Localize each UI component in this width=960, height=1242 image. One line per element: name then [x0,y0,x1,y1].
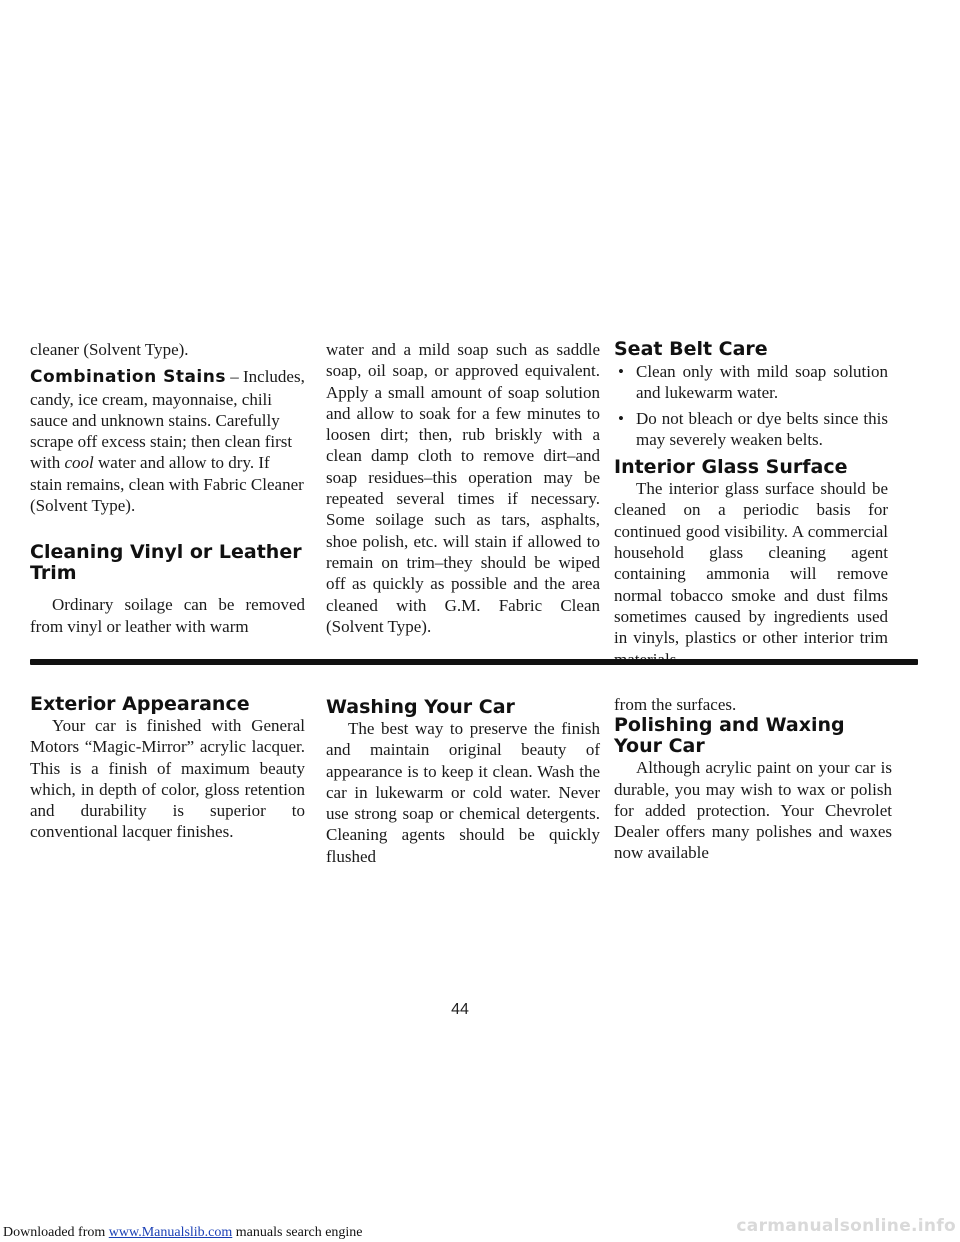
vinyl-leather-paragraph: Ordinary soilage can be removed from vinyl or leather with warm [30,595,305,636]
manualslib-link[interactable]: www.Manualslib.com [108,1225,233,1240]
top-column-1: cleaner (Solvent Type). Combination Stains – Includes, candy, ice cream, mayonnaise, chili sauce and unknown stains. Carefully scrape off excess stain; then clean first with cool water and allow to dry. If stain remains, clean with Fabric Cleaner (Solvent Type). Cleaning Vinyl or Leather Trim Ordinary soilage can be removed from vinyl or leather with warm [30,340,305,636]
washing-continued: from the surfaces. [614,695,737,714]
list-item: • Clean only with mild soap solution and lukewarm water. [614,361,888,404]
page-number: 44 [451,1001,469,1018]
polishing-waxing-paragraph: Although acrylic paint on your car is durable, you may wish to wax or polish for added protection. Your Chevrolet Dealer offers many polishes and waxes now available [614,758,892,863]
exterior-appearance-paragraph: Your car is finished with General Motors “Magic-Mirror” acrylic lacquer. This is a finish of maximum beauty which, in depth of color, gloss retention and durability is superior to conventional lacquer finishes. [30,716,305,842]
section-divider [30,659,918,665]
polishing-waxing-heading: Polishing and Waxing Your Car [614,714,845,758]
washing-your-car-heading: Washing Your Car [326,696,515,718]
washing-your-car-paragraph: The best way to preserve the finish and maintain original beauty of appearance is to keep it clean. Wash the car in lukewarm or cold water. Never use strong soap or chemical detergents. Cleaning agents should be quickly flushed [326,719,600,866]
top-column-2 [326,339,600,637]
list-item: • Do not bleach or dye belts since this may severely weaken belts. [614,408,888,451]
vinyl-leather-heading: Cleaning Vinyl or Leather Trim [30,541,302,585]
bottom-column-1 [30,694,305,843]
combination-stains-heading: Combination Stains [30,367,226,388]
interior-glass-heading: Interior Glass Surface [614,456,848,479]
paragraph: cleaner (Solvent Type). [30,340,189,359]
bottom-column-3 [614,694,892,864]
interior-glass-paragraph: The interior glass surface should be cleaned on a periodic basis for continued good visibility. A commercial household glass cleaning agent containing ammonia will remove normal tobacco smoke and dust films sometimes caused by ingredients used in vinyls, plastics or other interior trim [614,479,888,648]
site-watermark: carmanualsonline.info [736,1216,956,1236]
bottom-column-2 [326,697,600,867]
download-footer: Downloaded from www.Manualslib.com manuals search engine [3,1225,363,1240]
vinyl-leather-continued: water and a mild soap such as saddle soap, oil soap, or approved equivalent. Apply a small amount of soap solution and allow to soak for a few minutes to loosen dirt; then, rub briskly with a clean damp cloth to remove dirt–and soap residues–this operation may be repeated several times if necessary. Some soilage such as tars, asphalts, shoe polish, etc. will stain if allowed to remain on trim–they should be wiped off as quickly as possible and the area cleaned with G.M. Fabric Clean (Solvent Type). [326,340,600,636]
seat-belt-list [614,361,888,450]
top-column-3 [614,339,888,670]
exterior-appearance-heading: Exterior Appearance [30,693,250,715]
seat-belt-care-heading: Seat Belt Care [614,338,768,360]
